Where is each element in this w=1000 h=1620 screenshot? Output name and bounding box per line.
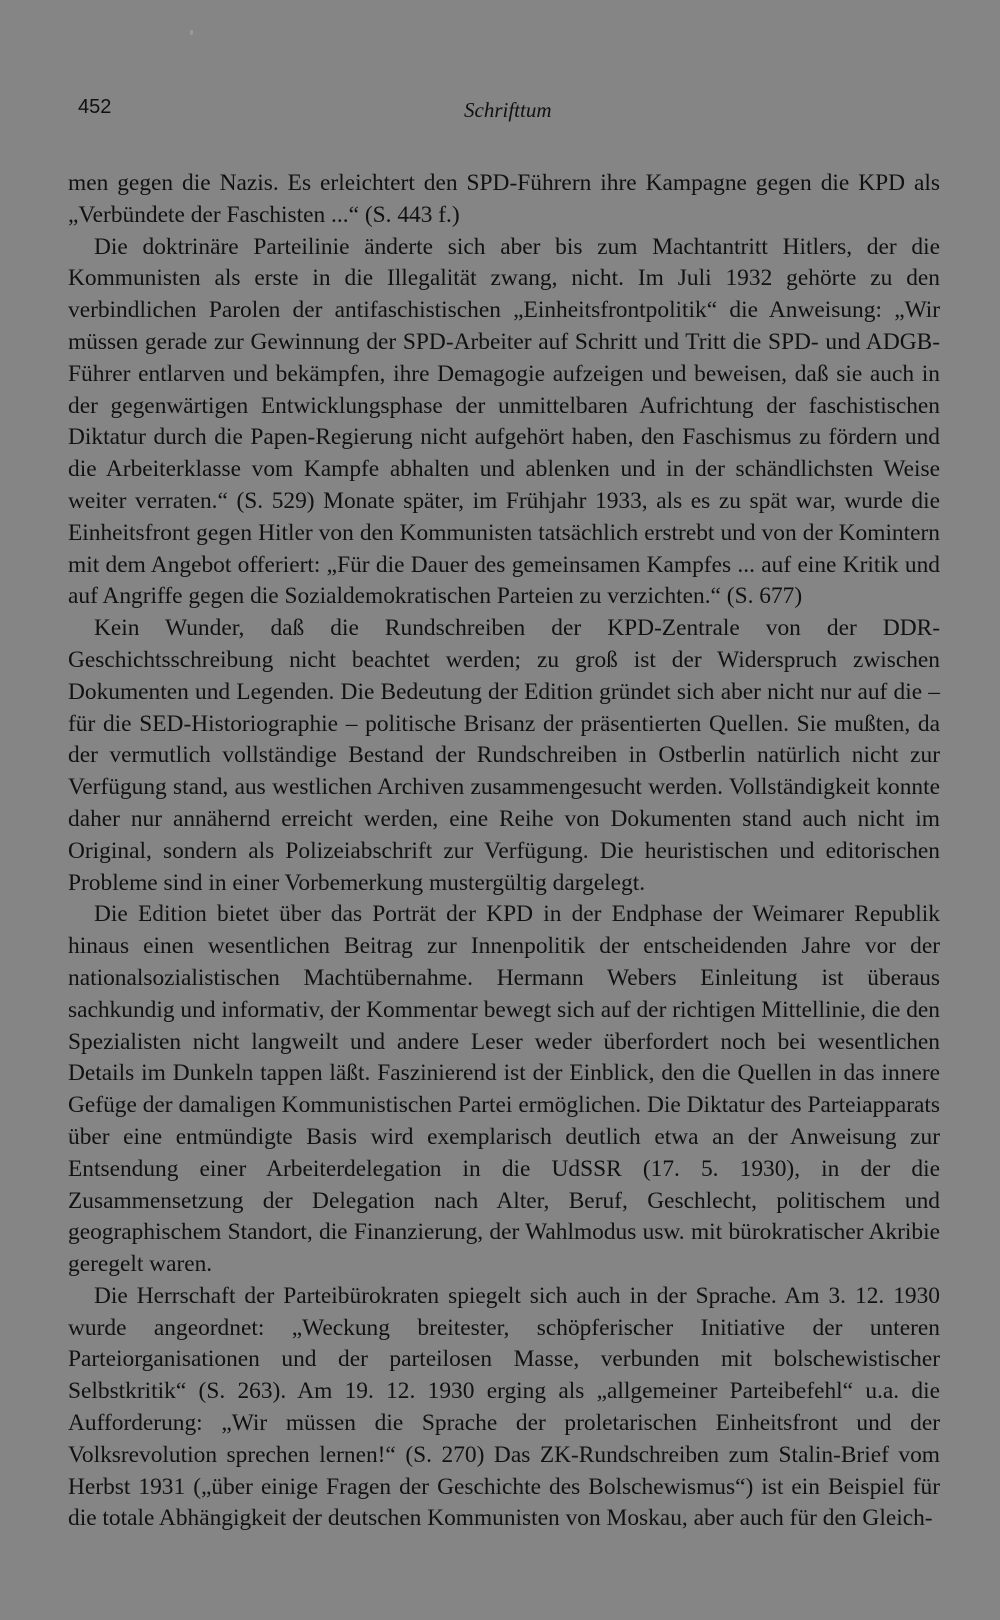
body-text — [68, 168, 940, 1535]
running-header — [0, 96, 1000, 136]
page-number: 452 — [78, 96, 112, 118]
paragraph: Kein Wunder, daß die Rundschreiben der KPD-Zentrale von der DDR-Geschichtsschreibung nicht beachtet werden; zu groß ist der Widerspruch zwischen Dokumenten und Legenden. Die Bedeutung der Edition gründet sich aber nicht nur auf die – für die SED-Historiographie – politische Brisanz der präsentierten Quellen. Sie mußten, da der vermutlich vollständige Bestand der Rundschreiben in Ostberlin natürlich nicht zur Verfügung stand, aus westlichen Archiven zusammengesucht werden. Vollständigkeit konnte daher nur annähernd erreicht werden, eine Reihe von Dokumenten stand auch nicht im Original, sondern als Polizeiabschrift zur Verfügung. Die heuristischen und editorischen Probleme sind in einer Vorbemerkung mustergültig dargelegt. — [68, 615, 940, 896]
paragraph: Die doktrinäre Parteilinie änderte sich aber bis zum Machtantritt Hitlers, der die Kommunisten als erste in die Illegalität zwang, nicht. Im Juli 1932 gehörte zu den verbindlichen Parolen der antifaschistischen „Einheitsfrontpolitik“ die Anweisung: „Wir müssen gerade zur Gewinnung der SPD-Arbeiter auf Schritt und Tritt die SPD- und ADGB-Führer entlarven und bekämpfen, ihre Demagogie aufzeigen und beweisen, daß sie auch in der gegenwärtigen Entwicklungsphase der unmittelbaren Aufrichtung der faschistischen Diktatur durch die Papen-Regierung nicht aufgehört haben, den Faschismus zu fördern und die Arbeiterklasse vom Kampfe abhalten und ablenken und in der schändlichsten Weise weiter verraten.“ (S. 529) Monate später, im Frühjahr 1933, als es zu spät war, wurde die Einheitsfront gegen Hitler von den Kommunisten tatsächlich erstrebt und von der Komintern mit dem Angebot offeriert: „Für die Dauer des gemeinsamen Kampfes ... auf eine Kritik und auf Angriffe gegen die Sozialdemokratischen Parteien zu verzichten.“ (S. 677) — [68, 233, 940, 610]
paragraph-continued: men gegen die Nazis. Es erleichtert den SPD-Führern ihre Kampagne gegen die KPD als „Verbündete der Faschisten ...“ (S. 443 f.) — [68, 170, 940, 228]
paragraph: Die Edition bietet über das Porträt der KPD in der Endphase der Weimarer Republik hinaus einen wesentlichen Beitrag zur Innenpolitik der entscheidenden Jahre vor der nationalsozialistischen Machtübernahme. Hermann Webers Einleitung ist überaus sachkundig und informativ, der Kommentar bewegt sich auf der richtigen Mittellinie, die den Spezialisten nicht langweilt und andere Leser weder überfordert noch bei wesentlichen Details im Dunkeln tappen läßt. Faszinierend ist der Einblick, den die Quellen in das innere Gefüge der damaligen Kommunistischen Partei ermöglichen. Die Diktatur des Parteiapparats über eine entmündigte Basis wird exemplarisch deutlich etwa an der Anweisung zur Entsendung einer Arbeiterdelegation in die UdSSR (17. 5. 1930), in der die Zusammensetzung der Delegation nach Alter, Beruf, Geschlecht, politischem und geographischem Standort, die Finanzierung, der Wahlmodus usw. mit bürokratischer Akribie geregelt waren. — [68, 901, 940, 1278]
header-title: Schrifttum — [464, 98, 552, 122]
paragraph: Die Herrschaft der Parteibürokraten spiegelt sich auch in der Sprache. Am 3. 12. 1930 wurde angeordnet: „Weckung breitester, schöpferischer Initiative der unteren Parteiorganisationen und der parteilosen Masse, verbunden mit bolschewistischer Selbstkritik“ (S. 263). Am 19. 12. 1930 erging als „allgemeiner Parteibefehl“ u.a. die Aufforderung: „Wir müssen die Sprache der proletarischen Einheitsfront und der Volksrevolution sprechen lernen!“ (S. 270) Das ZK-Rundschreiben zum Stalin-Brief vom Herbst 1931 („über einige Fragen der Geschichte des Bolschewismus“) ist ein Beispiel für die totale Abhängigkeit der deutschen Kommunisten von Moskau, aber auch für den Gleich- — [68, 1282, 940, 1532]
scan-speck — [190, 30, 193, 35]
